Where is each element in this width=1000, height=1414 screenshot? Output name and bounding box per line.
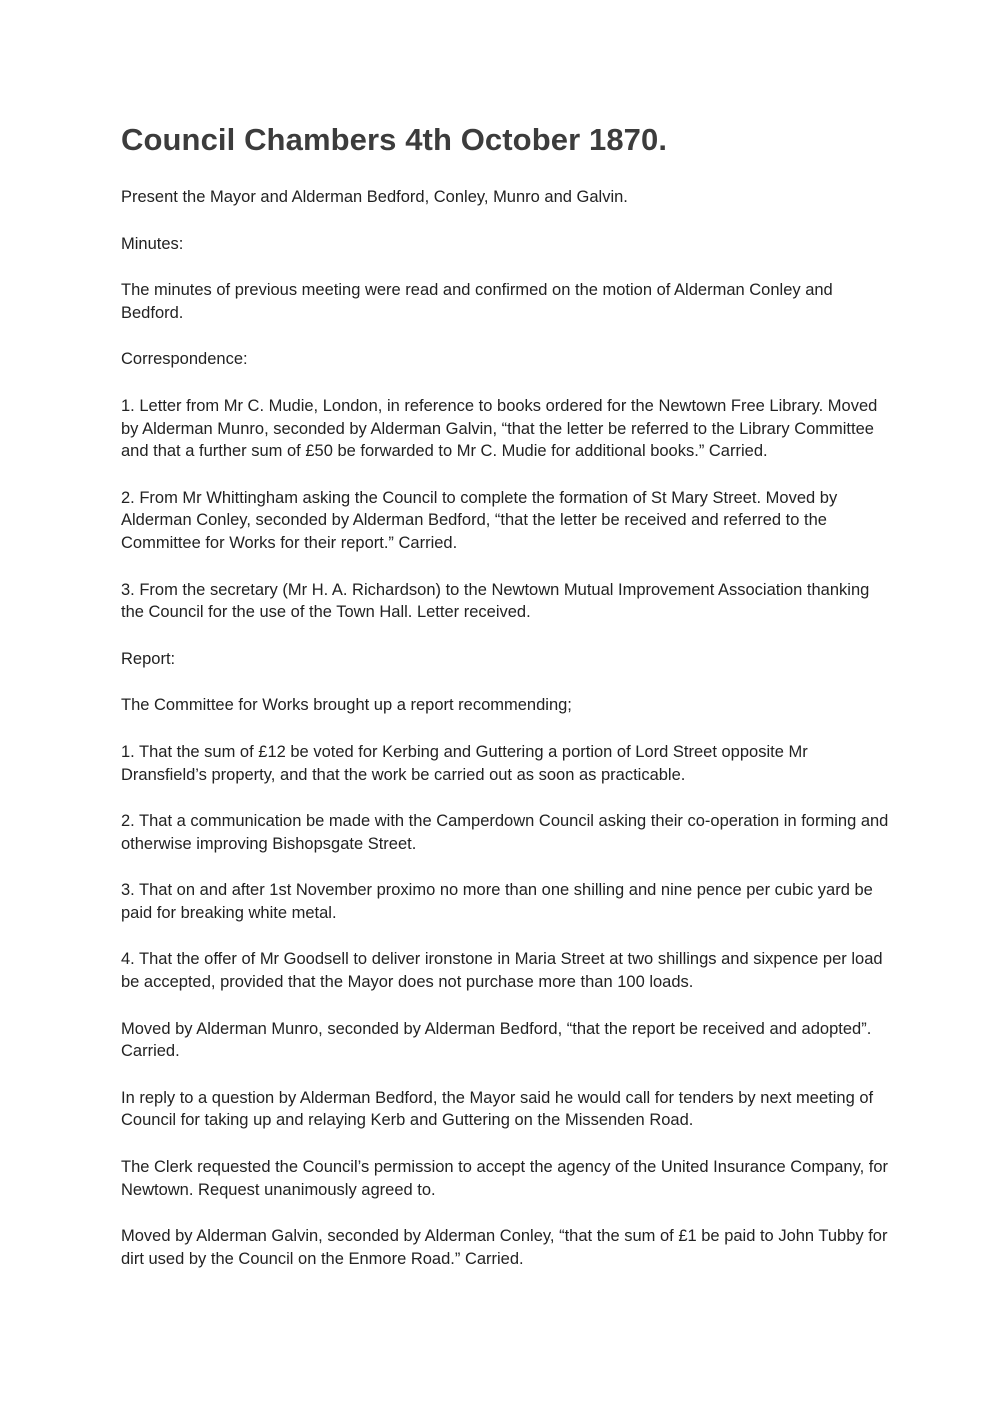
correspondence-item-3: 3. From the secretary (Mr H. A. Richardson) to the Newtown Mutual Improvement Association thanking the Council for the use of the Town Hall. Letter received. <box>121 580 870 622</box>
report-item-1: 1. That the sum of £12 be voted for Kerbing and Guttering a portion of Lord Street opposite Mr Dransfield’s property, and that the work be carried out as soon as practicable. <box>121 742 808 784</box>
section-heading-minutes: Minutes: <box>121 234 184 253</box>
minutes-paragraph: The minutes of previous meeting were read and confirmed on the motion of Alderman Conley and Bedford. <box>121 281 833 322</box>
correspondence-item-1: 1. Letter from Mr C. Mudie, London, in reference to books ordered for the Newtown Free Library. Moved by Alderman Munro, seconded by Alderman Galvin, “that the letter be referred to the Library Committee and that a further sum of £50 be forwarded to Mr C. Mudie for additional books.” Carried. <box>121 396 878 461</box>
clerk-request: The Clerk requested the Council’s permission to accept the agency of the United Insurance Company, for Newtown. Request unanimously agreed to. <box>121 1158 889 1199</box>
report-item-4: 4. That the offer of Mr Goodsell to deliver ironstone in Maria Street at two shillings and sixpence per load be accepted, provided that the Mayor does not purchase more than 100 loads. <box>121 950 883 992</box>
tenders-question: In reply to a question by Alderman Bedford, the Mayor said he would call for tenders by next meeting of Council for taking up and relaying Kerb and Guttering on the Missenden Road. <box>121 1088 874 1130</box>
document-title: Council Chambers 4th October 1870. <box>121 122 668 157</box>
report-intro: The Committee for Works brought up a report recommending; <box>121 696 572 715</box>
report-item-3: 3. That on and after 1st November proximo no more than one shilling and nine pence per cubic yard be paid for breaking white metal. <box>121 881 873 922</box>
section-heading-correspondence: Correspondence: <box>121 350 248 369</box>
correspondence-item-2: 2. From Mr Whittingham asking the Council to complete the formation of St Mary Street. Moved by Alderman Conley, seconded by Alderman Bedford, “that the letter be received and referred to the Committee for Works for their report.” Carried. <box>121 488 838 552</box>
payment-motion: Moved by Alderman Galvin, seconded by Alderman Conley, “that the sum of £1 be paid to John Tubby for dirt used by the Council on the Enmore Road.” Carried. <box>121 1227 888 1268</box>
attendance-paragraph: Present the Mayor and Alderman Bedford, Conley, Munro and Galvin. <box>121 188 628 206</box>
document-body <box>121 186 891 1294</box>
section-heading-report: Report: <box>121 649 176 668</box>
report-motion: Moved by Alderman Munro, seconded by Alderman Bedford, “that the report be received and adopted”. Carried. <box>121 1019 872 1061</box>
report-item-2: 2. That a communication be made with the Camperdown Council asking their co-operation in forming and otherwise improving Bishopsgate Street. <box>121 812 889 853</box>
